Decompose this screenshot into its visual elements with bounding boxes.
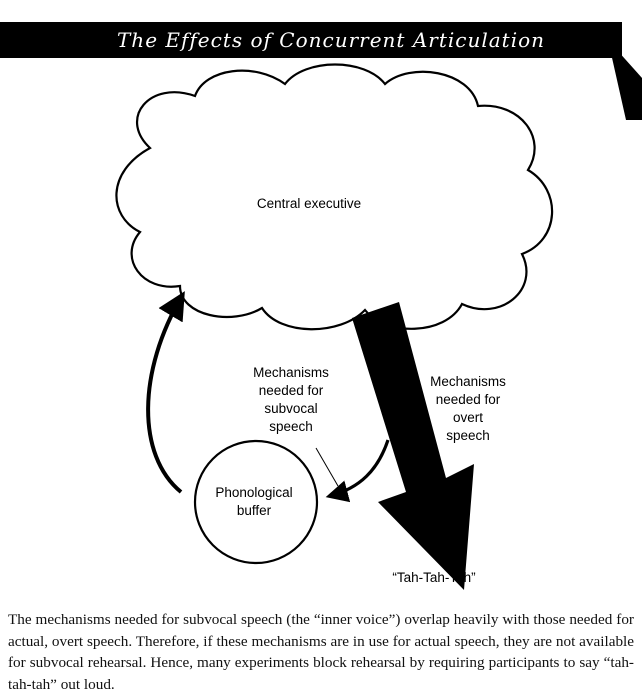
subvocal-label-line-4: speech <box>269 419 313 434</box>
overt-speech-arrow <box>352 302 474 590</box>
central-executive-label: Central executive <box>256 196 362 211</box>
overt-label-line-1: Mechanisms <box>430 374 506 389</box>
overt-label-line-3: overt <box>452 410 484 425</box>
figure-title: The Effects of Concurrent Articulation <box>116 28 546 52</box>
phonological-buffer-line-2: buffer <box>236 503 272 518</box>
subvocal-label-line-1: Mechanisms <box>253 365 329 380</box>
overt-label-line-4: speech <box>446 428 490 443</box>
phonological-buffer-line-1: Phonological <box>215 485 293 500</box>
subvocal-label-line-2: needed for <box>258 383 324 398</box>
overt-label-line-2: needed for <box>435 392 501 407</box>
figure-tab-label: FI <box>627 78 636 89</box>
subvocal-label-line-3: subvocal <box>264 401 318 416</box>
phonological-buffer-circle <box>195 441 317 563</box>
rehearsal-loop-arrow <box>148 296 182 492</box>
subvocal-pointer-line <box>316 448 338 486</box>
output-label: “Tah-Tah-Tah” <box>392 570 476 585</box>
subvocal-branch-arrow <box>330 440 388 496</box>
figure-caption: The mechanisms needed for subvocal speech (the “inner voice”) overlap heavily with those needed for actual, overt speech. Therefore, if these mechanisms are in use for actual speech, they are not available for subvocal rehearsal. Hence, many experiments block rehearsal by requiring participants to say “tah-tah-tah” out loud. <box>8 611 634 693</box>
